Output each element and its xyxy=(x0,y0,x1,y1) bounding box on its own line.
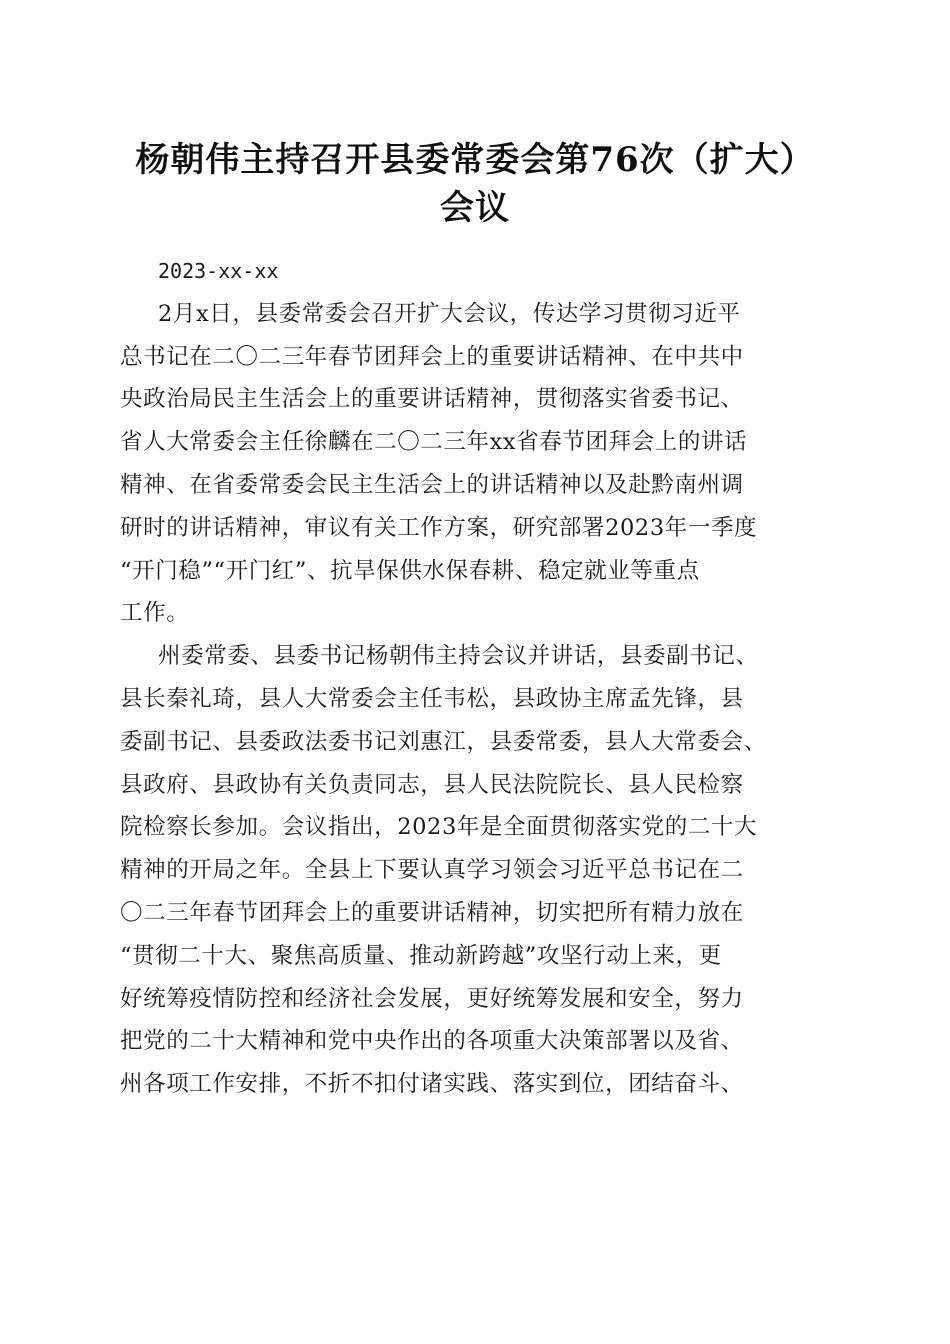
paragraph-line: 2月x日，县委常委会召开扩大会议，传达学习贯彻习近平 xyxy=(158,300,741,327)
paragraph-line: 委副书记、县委政法委书记刘惠江，县委常委，县人大常委会、 xyxy=(120,728,767,755)
paragraph-line: 院检察长参加。会议指出，2023年是全面贯彻落实党的二十大 xyxy=(120,814,758,841)
paragraph-line: 央政治局民主生活会上的重要讲话精神，贯彻落实省委书记、 xyxy=(120,386,744,413)
paragraph-1 xyxy=(120,293,840,635)
document-title xyxy=(100,136,850,232)
paragraph-line: 精神、在省委常委会民主生活会上的讲话精神以及赴黔南州调 xyxy=(120,471,744,498)
paragraph-line: 精神的开局之年。全县上下要认真学习领会习近平总书记在二 xyxy=(120,857,744,884)
paragraph-line: 总书记在二〇二三年春节团拜会上的重要讲话精神、在中共中 xyxy=(120,343,744,370)
title-line-2: 会议 xyxy=(440,188,510,228)
paragraph-line: 好统筹疫情防控和经济社会发展，更好统筹发展和安全，努力 xyxy=(120,985,744,1012)
paragraph-line: “贯彻二十大、聚焦高质量、推动新跨越”攻坚行动上来，更 xyxy=(120,942,722,969)
title-line-1: 杨朝伟主持召开县委常委会第76次（扩大） xyxy=(135,140,815,180)
paragraph-2 xyxy=(120,635,840,1106)
paragraph-line: “开门稳”“开门红”、抗旱保供水保春耕、稳定就业等重点 xyxy=(120,557,700,584)
paragraph-line: 研时的讲话精神，审议有关工作方案，研究部署2023年一季度 xyxy=(120,514,758,541)
document-date: 2023-xx-xx xyxy=(158,259,279,283)
paragraph-line: 州各项工作安排，不折不扣付诸实践、落实到位，团结奋斗、 xyxy=(120,1071,744,1098)
paragraph-line: 〇二三年春节团拜会上的重要讲话精神，切实把所有精力放在 xyxy=(120,899,744,926)
paragraph-line: 省人大常委会主任徐麟在二〇二三年xx省春节团拜会上的讲话 xyxy=(120,429,748,456)
paragraph-line: 工作。 xyxy=(120,600,190,627)
paragraph-line: 县政府、县政协有关负责同志，县人民法院院长、县人民检察 xyxy=(120,771,744,798)
document-body xyxy=(120,250,840,1106)
paragraph-line: 把党的二十大精神和党中央作出的各项重大决策部署以及省、 xyxy=(120,1028,744,1055)
paragraph-line: 县长秦礼琦，县人大常委会主任韦松，县政协主席孟先锋，县 xyxy=(120,685,744,712)
paragraph-line: 州委常委、县委书记杨朝伟主持会议并讲话，县委副书记、 xyxy=(158,643,759,670)
